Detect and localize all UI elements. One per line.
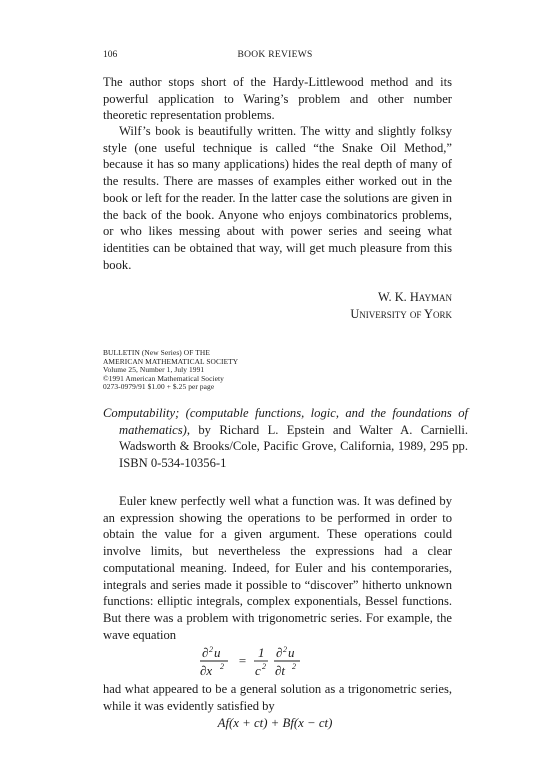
svg-text:u: u — [288, 645, 295, 660]
wave-equation — [0, 644, 550, 680]
running-title: BOOK REVIEWS — [237, 50, 313, 60]
citation-title: Computability — [103, 406, 176, 420]
citation-subtitle: (computable functions, logic, and the foundations of mathematics) — [119, 406, 468, 437]
bulletin-line: AMERICAN MATHEMATICAL SOCIETY — [103, 356, 239, 366]
svg-text:u: u — [214, 645, 221, 660]
svg-text:2: 2 — [262, 662, 266, 671]
reviewer-affiliation: University of York — [350, 307, 452, 321]
review-paragraph-2: Wilf’s book is beautifully written. The witty and slightly folksy style (one useful technique is called “the Snake Oil Method,” because it has so many applications) hides the real depth of many of the results. There are masses of examples either worked out in the book or left for the reader. In the latter case the solutions are given in the back of the book. Anyone who enjoys combinatorics problems, or who likes messing about with power series and seeing what identities can be obtained that way, will get much pleasure from this book. — [103, 124, 452, 272]
svg-text:2: 2 — [209, 645, 213, 654]
svg-text:c: c — [255, 663, 261, 678]
svg-text:2: 2 — [292, 662, 296, 671]
wave-equation-graphic — [190, 644, 360, 680]
svg-text:∂: ∂ — [202, 645, 209, 660]
citation-details: , by Richard L. Epstein and Walter A. Carnielli. Wadsworth & Brooks/Cole, Pacific Grove, California, 1989, 295 pp. ISBN 0-534-10356-1 — [119, 422, 468, 471]
citation-subtitle-sep: ; — [175, 406, 186, 420]
svg-text:∂: ∂ — [276, 645, 283, 660]
svg-text:1: 1 — [258, 645, 265, 660]
reviewer-name: W. K. Hayman — [377, 290, 452, 304]
svg-text:=: = — [238, 653, 247, 668]
bulletin-info — [103, 349, 238, 392]
book-citation — [103, 405, 468, 472]
bulletin-line: 0273-0979/91 $1.00 + $.25 per page — [103, 382, 215, 392]
svg-text:∂t: ∂t — [275, 663, 286, 678]
new-review-paragraph-2: had what appeared to be a general solution as a trigonometric series, while it was evidently satisfied by — [103, 682, 452, 713]
review-paragraph-1: The author stops short of the Hardy-Littlewood method and its powerful application to Waring’s problem and other number theoretic representation problems. — [103, 75, 452, 123]
new-review-paragraph-1: Euler knew perfectly well what a function was. It was defined by an expression showing the operations to be performed in order to obtain the value for a given argument. These operations could involve limits, but nevertheless the expressions had a clear computational meaning. Indeed, for Euler and his contemporaries, integrals and series made it possible to “discover” hitherto unknown functions: elliptic integrals, complex exponentials, Bessel functions. But there was a problem with trigonometric series. For example, the wave equation — [103, 494, 452, 642]
svg-text:2: 2 — [283, 645, 287, 654]
bulletin-line: BULLETIN (New Series) OF THE — [103, 348, 210, 357]
svg-text:∂x: ∂x — [200, 663, 213, 678]
bulletin-line: ©1991 American Mathematical Society — [103, 373, 224, 383]
page-number: 106 — [103, 50, 118, 60]
solution-expression: Af(x + ct) + Bf(x − ct) — [217, 716, 333, 730]
svg-text:2: 2 — [220, 662, 224, 671]
bulletin-line: Volume 25, Number 1, July 1991 — [103, 365, 205, 375]
